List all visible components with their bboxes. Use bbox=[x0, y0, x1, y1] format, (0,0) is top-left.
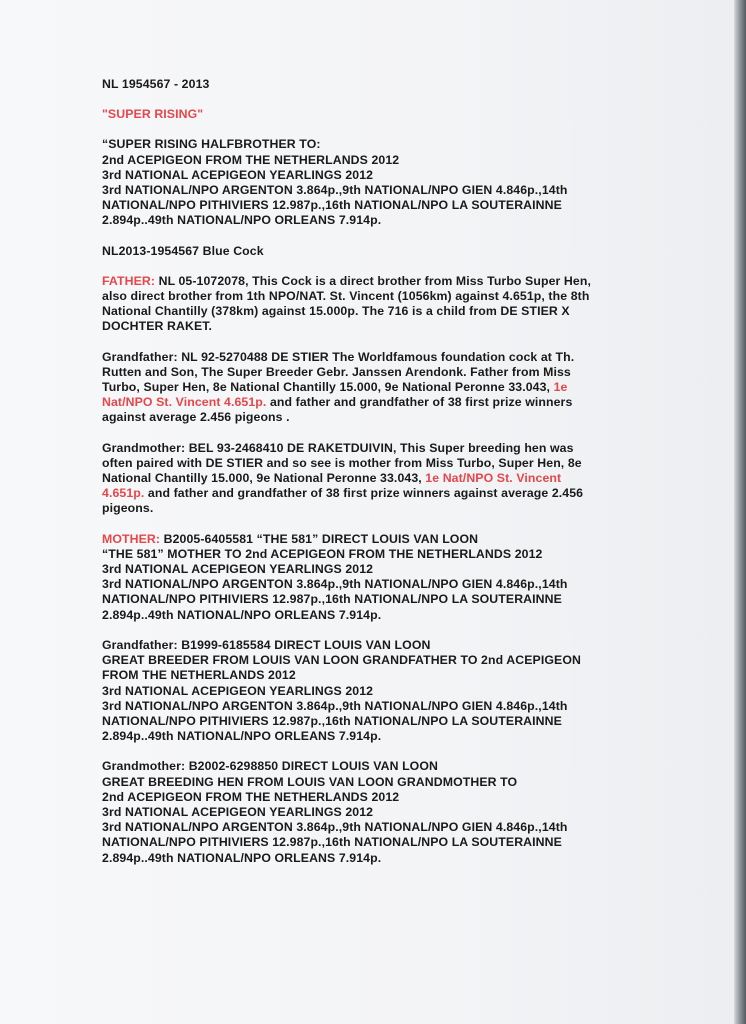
mother-line: 3rd NATIONAL ACEPIGEON YEARLINGS 2012 bbox=[102, 562, 374, 577]
mother-grandmother-section bbox=[102, 759, 622, 865]
fgm-line: Grandmother: BEL 93-2468410 DE RAKETDUIVIN, This Super breeding hen was bbox=[102, 440, 574, 455]
mgm-line: 2.894p..49th NATIONAL/NPO ORLEANS 7.914p. bbox=[102, 850, 382, 865]
mother-line: “THE 581” MOTHER TO 2nd ACEPIGEON FROM THE NETHERLANDS 2012 bbox=[102, 546, 543, 561]
ring-number: NL 1954567 - 2013 bbox=[102, 77, 210, 91]
fgm-line: pigeons. bbox=[102, 501, 154, 516]
mgf-line: FROM THE NETHERLANDS 2012 bbox=[102, 668, 296, 683]
father-text: NL 05-1072078, This Cock is a direct brother from Miss Turbo Super Hen, bbox=[155, 273, 591, 288]
fgm-line: often paired with DE STIER and so see is mother from Miss Turbo, Super Hen, 8e bbox=[102, 455, 582, 470]
mgf-line: Grandfather: B1999-6185584 DIRECT LOUIS VAN LOON bbox=[102, 637, 431, 652]
intro-line: 2nd ACEPIGEON FROM THE NETHERLANDS 2012 bbox=[102, 152, 400, 167]
mother-grandfather-section bbox=[102, 638, 622, 744]
mgm-line: Grandmother: B2002-6298850 DIRECT LOUIS VAN LOON bbox=[102, 759, 438, 774]
mgm-line: 2nd ACEPIGEON FROM THE NETHERLANDS 2012 bbox=[102, 789, 400, 804]
fgf-line: Turbo, Super Hen, 8e National Chantilly 15.000, 9e National Peronne 33.043, bbox=[102, 380, 551, 395]
page-edge-shadow bbox=[734, 0, 746, 1024]
father-section bbox=[102, 274, 622, 335]
intro-line: 2.894p..49th NATIONAL/NPO ORLEANS 7.914p. bbox=[102, 213, 382, 228]
mother-text: B2005-6405581 “THE 581” DIRECT LOUIS VAN LOON bbox=[160, 531, 479, 546]
mgm-line: GREAT BREEDING HEN FROM LOUIS VAN LOON GRANDMOTHER TO bbox=[102, 774, 518, 789]
mother-line: 2.894p..49th NATIONAL/NPO ORLEANS 7.914p. bbox=[102, 607, 382, 622]
fgf-text: and father and grandfather of 38 first prize winners bbox=[266, 395, 573, 410]
bird-description: NL2013-1954567 Blue Cock bbox=[102, 243, 264, 258]
mother-section bbox=[102, 532, 622, 623]
pedigree-document bbox=[102, 77, 622, 866]
fgm-text: and father and grandfather of 38 first prize winners against average 2.456 bbox=[144, 486, 584, 501]
mgm-line: 3rd NATIONAL/NPO ARGENTON 3.864p.,9th NATIONAL/NPO GIEN 4.846p.,14th bbox=[102, 820, 568, 835]
mgm-line: 3rd NATIONAL ACEPIGEON YEARLINGS 2012 bbox=[102, 804, 374, 819]
mgm-line: NATIONAL/NPO PITHIVIERS 12.987p.,16th NATIONAL/NPO LA SOUTERAINNE bbox=[102, 835, 562, 850]
intro-line: 3rd NATIONAL/NPO ARGENTON 3.864p.,9th NATIONAL/NPO GIEN 4.846p.,14th bbox=[102, 183, 568, 198]
mother-line: 3rd NATIONAL/NPO ARGENTON 3.864p.,9th NATIONAL/NPO GIEN 4.846p.,14th bbox=[102, 577, 568, 592]
mgf-line: 3rd NATIONAL ACEPIGEON YEARLINGS 2012 bbox=[102, 683, 374, 698]
mother-label: MOTHER: bbox=[102, 531, 161, 546]
father-line: DOCHTER RAKET. bbox=[102, 319, 213, 334]
intro-line: NATIONAL/NPO PITHIVIERS 12.987p.,16th NATIONAL/NPO LA SOUTERAINNE bbox=[102, 198, 562, 213]
intro-line: “SUPER RISING HALFBROTHER TO: bbox=[102, 137, 321, 152]
intro-section bbox=[102, 137, 622, 228]
fgf-highlight: Nat/NPO St. Vincent 4.651p. bbox=[102, 395, 267, 410]
mgf-line: NATIONAL/NPO PITHIVIERS 12.987p.,16th NATIONAL/NPO LA SOUTERAINNE bbox=[102, 713, 562, 728]
father-line: also direct brother from 1th NPO/NAT. St. Vincent (1056km) against 4.651p, the 8th bbox=[102, 289, 590, 304]
fgf-highlight: 1e bbox=[550, 380, 568, 395]
father-label: FATHER: bbox=[102, 273, 156, 288]
fgf-line: against average 2.456 pigeons . bbox=[102, 410, 290, 425]
fgm-line: National Chantilly 15.000, 9e National Peronne 33.043, bbox=[102, 471, 422, 486]
fgf-line: Grandfather: NL 92-5270488 DE STIER The Worldfamous foundation cock at Th. bbox=[102, 349, 575, 364]
mother-line: NATIONAL/NPO PITHIVIERS 12.987p.,16th NATIONAL/NPO LA SOUTERAINNE bbox=[102, 592, 562, 607]
fgm-highlight: 1e Nat/NPO St. Vincent bbox=[421, 471, 562, 486]
intro-line: 3rd NATIONAL ACEPIGEON YEARLINGS 2012 bbox=[102, 167, 374, 182]
fgm-highlight: 4.651p. bbox=[102, 486, 145, 501]
mgf-line: 2.894p..49th NATIONAL/NPO ORLEANS 7.914p. bbox=[102, 729, 382, 744]
mgf-line: 3rd NATIONAL/NPO ARGENTON 3.864p.,9th NATIONAL/NPO GIEN 4.846p.,14th bbox=[102, 698, 568, 713]
mgf-line: GREAT BREEDER FROM LOUIS VAN LOON GRANDFATHER TO 2nd ACEPIGEON bbox=[102, 653, 581, 668]
father-grandfather-section bbox=[102, 350, 622, 426]
father-grandmother-section bbox=[102, 441, 622, 517]
father-line: National Chantilly (378km) against 15.000p. The 716 is a child from DE STIER X bbox=[102, 304, 570, 319]
pigeon-name: "SUPER RISING" bbox=[102, 107, 204, 122]
fgf-line: Rutten and Son, The Super Breeder Gebr. Janssen Arendonk. Father from Miss bbox=[102, 364, 571, 379]
